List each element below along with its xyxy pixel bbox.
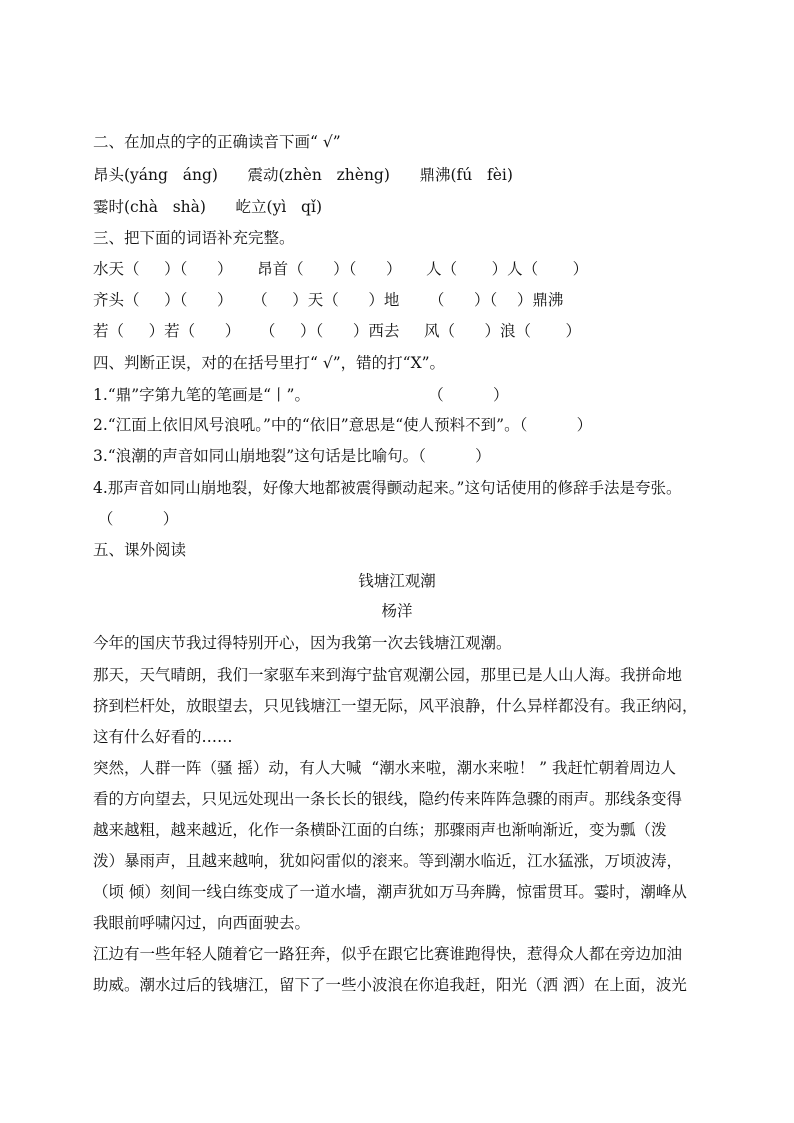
section-2-heading: 二、在加点的字的正确读音下画“ √” — [93, 133, 341, 151]
question-3: 3.“浪潮的声音如同山崩地裂”这句话是比喻句。（ ） — [93, 447, 491, 465]
article-title: 钱塘江观潮 — [358, 572, 436, 590]
article-line: （顷 倾）刻间一线白练变成了一道水墙，潮声犹如万马奔腾，惊雷贯耳。霎时，潮峰从 — [93, 883, 687, 901]
section-3-row-2: 齐头（ ）（ ） （ ）天（ ）地 （ ）（ ）鼎沸 — [93, 291, 564, 309]
section-3-row-1: 水天（ ）（ ） 昂首（ ）（ ） 人（ ）人（ ） — [93, 260, 589, 278]
article-line: 看的方向望去，只见远处现出一条长长的银线，隐约传来阵阵急骤的雨声。那线条变得 — [93, 790, 683, 808]
section-4-heading: 四、判断正误，对的在括号里打“ √”，错的打“X”。 — [93, 354, 446, 372]
article-line: 助威。潮水过后的钱塘江，留下了一些小波浪在你追我赶，阳光（洒 洒）在上面，波光 — [93, 976, 687, 994]
article-line: 突然，人群一阵（骚 摇）动，有人大喊 “潮水来啦，潮水来啦！ ” 我赶忙朝着周边人 — [93, 759, 676, 777]
section-2-row-1: 昂头(yáng áng) 震动(zhèn zhèng) 鼎沸(fú fèi) — [93, 166, 513, 184]
article-line: 那天，天气晴朗，我们一家驱车来到海宁盐官观潮公园，那里已是人山人海。我拼命地 — [93, 666, 683, 684]
article-line: 今年的国庆节我过得特别开心，因为我第一次去钱塘江观潮。 — [93, 634, 512, 652]
question-1: 1.“鼎”字第九笔的笔画是“丨”。 （ ） — [93, 386, 509, 404]
article-line: 挤到栏杆处，放眼望去，只见钱塘江一望无际，风平浪静，什么异样都没有。我正纳闷， — [93, 697, 698, 715]
article-line: 我眼前呼啸闪过，向西面驶去。 — [93, 914, 311, 932]
question-4: 4.那声音如同山崩地裂，好像大地都被震得颤动起来。”这句话使用的修辞手法是夸张。 — [93, 479, 682, 497]
section-5-heading: 五、课外阅读 — [93, 541, 187, 559]
article-author: 杨洋 — [381, 602, 413, 620]
article-line: 越来越粗，越来越近，化作一条横卧江面的白练；那骤雨声也渐响渐近，变为瓢（泼 — [93, 821, 667, 839]
section-3-row-3: 若（ ）若（ ） （ ）（ ）西去 风（ ）浪（ ） — [93, 322, 582, 340]
article-line: 泼）暴雨声，且越来越响，犹如闷雷似的滚来。等到潮水临近，江水猛涨，万顷波涛， — [93, 852, 683, 870]
section-3-heading: 三、把下面的词语补充完整。 — [93, 229, 295, 247]
question-4-answer-bracket: （ ） — [93, 510, 179, 528]
question-2: 2.“江面上依旧风号浪吼。”中的“依旧”意思是“使人预料不到”。（ ） — [93, 416, 593, 434]
article-line: 这有什么好看的…… — [93, 728, 233, 746]
article-line: 江边有一些年轻人随着它一路狂奔，似乎在跟它比赛谁跑得快，惹得众人都在旁边加油 — [93, 945, 683, 963]
section-2-row-2: 霎时(chà shà) 屹立(yì qǐ) — [93, 198, 322, 216]
